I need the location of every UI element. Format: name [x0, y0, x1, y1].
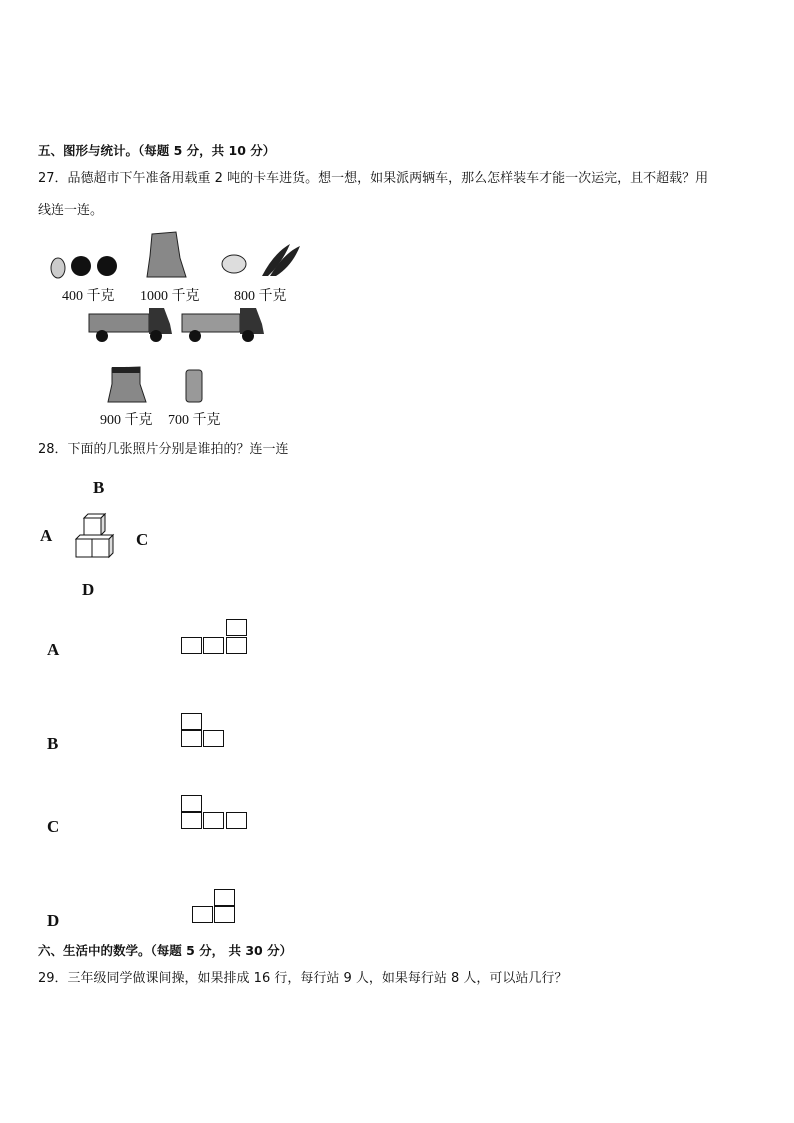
view-label-b: B	[47, 734, 59, 753]
q27-text-line1: 27．品德超市下午准备用载重 2 吨的卡车进货。想一想，如果派两辆车，那么怎样装车才能一次运完，且不超载？用	[38, 171, 709, 186]
cube-stack-figure	[70, 510, 122, 566]
q27-bottom-goods	[100, 364, 220, 406]
q27-text-line2: 线连一连。	[38, 203, 104, 218]
q28-text: 28．下面的几张照片分别是谁拍的？连一连	[38, 442, 289, 457]
bag-icon	[108, 367, 146, 402]
weight-label-fruit: 400 千克	[62, 289, 115, 304]
weight-label-bag: 900 千克	[100, 413, 153, 428]
can-icon	[186, 370, 202, 402]
direction-a: A	[40, 526, 53, 545]
fruit-icon	[51, 256, 117, 278]
section-6-heading: 六、生活中的数学。（每题 5 分， 共 30 分）	[38, 943, 293, 958]
view-label-d: D	[47, 911, 60, 930]
section-5-heading: 五、图形与统计。（每题 5 分，共 10 分）	[38, 143, 276, 158]
truck-icon-2	[182, 308, 264, 342]
truck-icon-1	[89, 308, 172, 342]
weight-label-vegetables: 800 千克	[234, 289, 287, 304]
weight-label-sack: 1000 千克	[140, 289, 200, 304]
view-label-c: C	[47, 817, 60, 836]
view-label-a: A	[47, 640, 60, 659]
direction-b: B	[93, 478, 105, 497]
q29-text: 29．三年级同学做课间操，如果排成 16 行，每行站 9 人，如果每行站 8 人，可以站几行？	[38, 971, 568, 986]
sack-icon	[147, 232, 186, 277]
weight-label-can: 700 千克	[168, 413, 221, 428]
direction-d: D	[82, 580, 95, 599]
vegetables-icon	[222, 244, 300, 276]
direction-c: C	[136, 530, 149, 549]
